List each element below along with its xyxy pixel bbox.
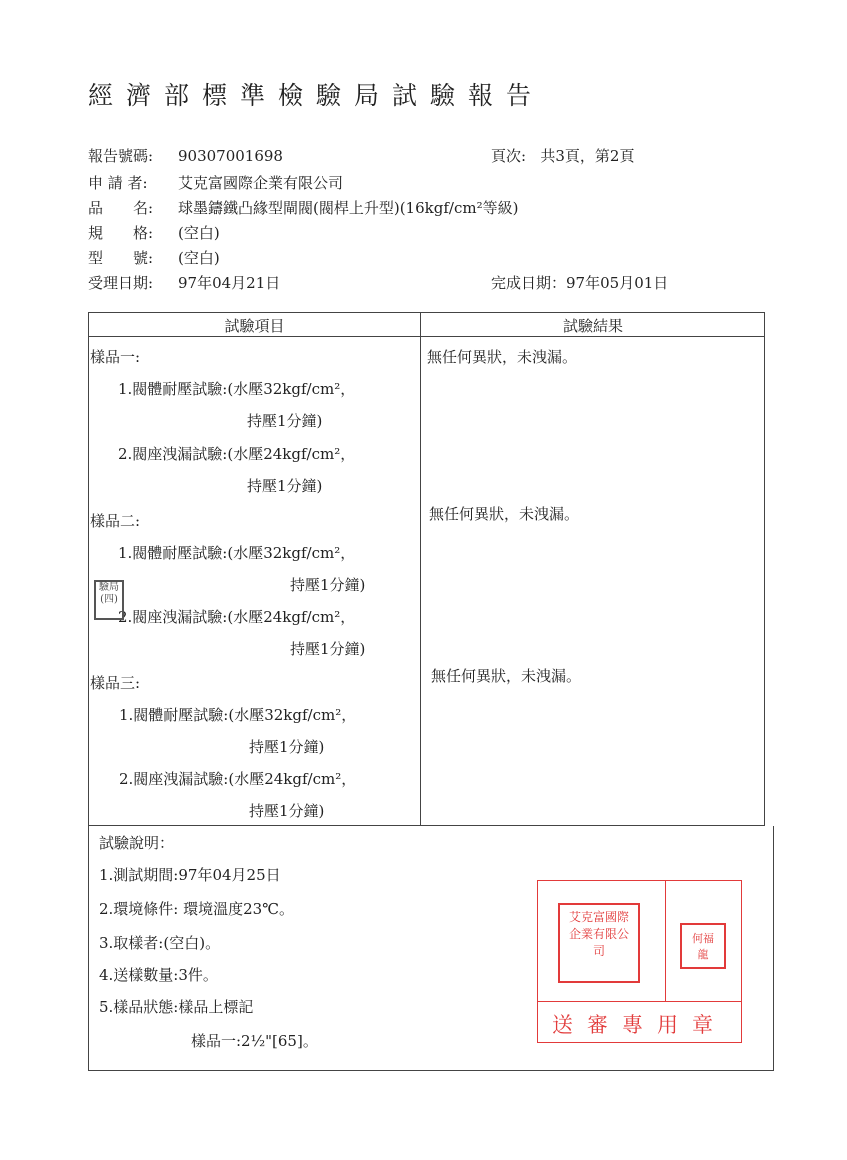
note-item-3: 3.取樣者:(空白)。 <box>99 934 221 952</box>
product-label: 品 名: <box>88 199 154 217</box>
page-value: 共3頁，第2頁 <box>540 147 635 165</box>
product-row <box>88 197 518 218</box>
model-row <box>88 247 220 268</box>
sample-1-test-2: 2.閥座洩漏試驗:(水壓24kgf/cm²， <box>118 445 356 463</box>
sample-3-name: 樣品三: <box>90 674 141 692</box>
page-title: 經濟部標準檢驗局試驗報告 <box>88 81 545 110</box>
model-value: (空白) <box>178 249 220 267</box>
column-divider <box>420 313 421 825</box>
spec-row <box>88 222 220 243</box>
spec-label: 規 格: <box>88 224 154 242</box>
sample-2-name: 樣品二: <box>90 512 141 530</box>
completed-date-row <box>491 272 668 293</box>
page-indicator <box>491 145 634 166</box>
note-item-5: 5.樣品狀態:樣品上標記 <box>99 998 254 1016</box>
report-number-label: 報告號碼: <box>88 147 154 165</box>
page-seal: 驗局(四) <box>94 580 124 620</box>
header-test-results: 試驗結果 <box>562 317 623 335</box>
header-test-items: 試驗項目 <box>224 317 285 335</box>
product-name: 球墨鑄鐵凸緣型閘閥(閥桿上升型)(16kgf/cm²等級) <box>178 199 519 217</box>
received-date-row <box>88 272 280 293</box>
sample-2-result: 無任何異狀，未洩漏。 <box>429 505 580 523</box>
note-item-2: 2.環境條件: 環境溫度23℃。 <box>99 900 295 918</box>
page-label: 頁次: <box>491 147 527 165</box>
sample-3-test-1: 1.閥體耐壓試驗:(水壓32kgf/cm²， <box>119 706 357 724</box>
model-label: 型 號: <box>88 249 154 267</box>
sample-1-test-1: 1.閥體耐壓試驗:(水壓32kgf/cm²， <box>118 380 356 398</box>
sample-1-result: 無任何異狀，未洩漏。 <box>427 348 578 366</box>
notes-title: 試驗說明： <box>99 834 175 852</box>
sample-2-test-2: 2.閥座洩漏試驗:(水壓24kgf/cm²， <box>118 608 356 626</box>
sample-2-test-2-duration: 持壓1分鐘) <box>290 640 366 658</box>
completed-date-label: 完成日期： <box>491 274 567 292</box>
report-number-row <box>88 145 283 166</box>
applicant-row <box>88 172 343 193</box>
received-date: 97年04月21日 <box>178 274 281 292</box>
applicant: 艾克富國際企業有限公司 <box>178 174 344 192</box>
stamp-divider-vertical <box>665 881 666 1001</box>
note-item-4: 4.送樣數量:3件。 <box>99 966 218 984</box>
stamp-divider-horizontal <box>538 1001 741 1002</box>
sample-3-test-2: 2.閥座洩漏試驗:(水壓24kgf/cm²， <box>119 770 357 788</box>
stamp-label: 送審專用章 <box>552 1013 727 1037</box>
applicant-label: 申 請 者: <box>88 174 148 192</box>
received-date-label: 受理日期: <box>88 274 154 292</box>
sample-1-name: 樣品一: <box>90 348 141 366</box>
representative-seal: 何福龍 <box>680 923 726 969</box>
spec-value: (空白) <box>178 224 220 242</box>
report-number: 90307001698 <box>178 147 283 165</box>
company-seal: 艾克富國際企業有限公司 <box>558 903 640 983</box>
submission-stamp <box>537 880 742 1043</box>
sample-3-test-1-duration: 持壓1分鐘) <box>249 738 325 756</box>
sample-3-result: 無任何異狀，未洩漏。 <box>431 667 582 685</box>
completed-date: 97年05月01日 <box>566 274 669 292</box>
sample-1-test-1-duration: 持壓1分鐘) <box>247 412 323 430</box>
sample-2-test-1-duration: 持壓1分鐘) <box>290 576 366 594</box>
sample-2-test-1: 1.閥體耐壓試驗:(水壓32kgf/cm²， <box>118 544 356 562</box>
sample-3-test-2-duration: 持壓1分鐘) <box>249 802 325 820</box>
test-results-table <box>88 312 765 826</box>
note-item-1: 1.測試期間:97年04月25日 <box>99 866 281 884</box>
sample-1-test-2-duration: 持壓1分鐘) <box>247 477 323 495</box>
note-sample-marking: 樣品一:2½"[65]。 <box>191 1032 318 1050</box>
